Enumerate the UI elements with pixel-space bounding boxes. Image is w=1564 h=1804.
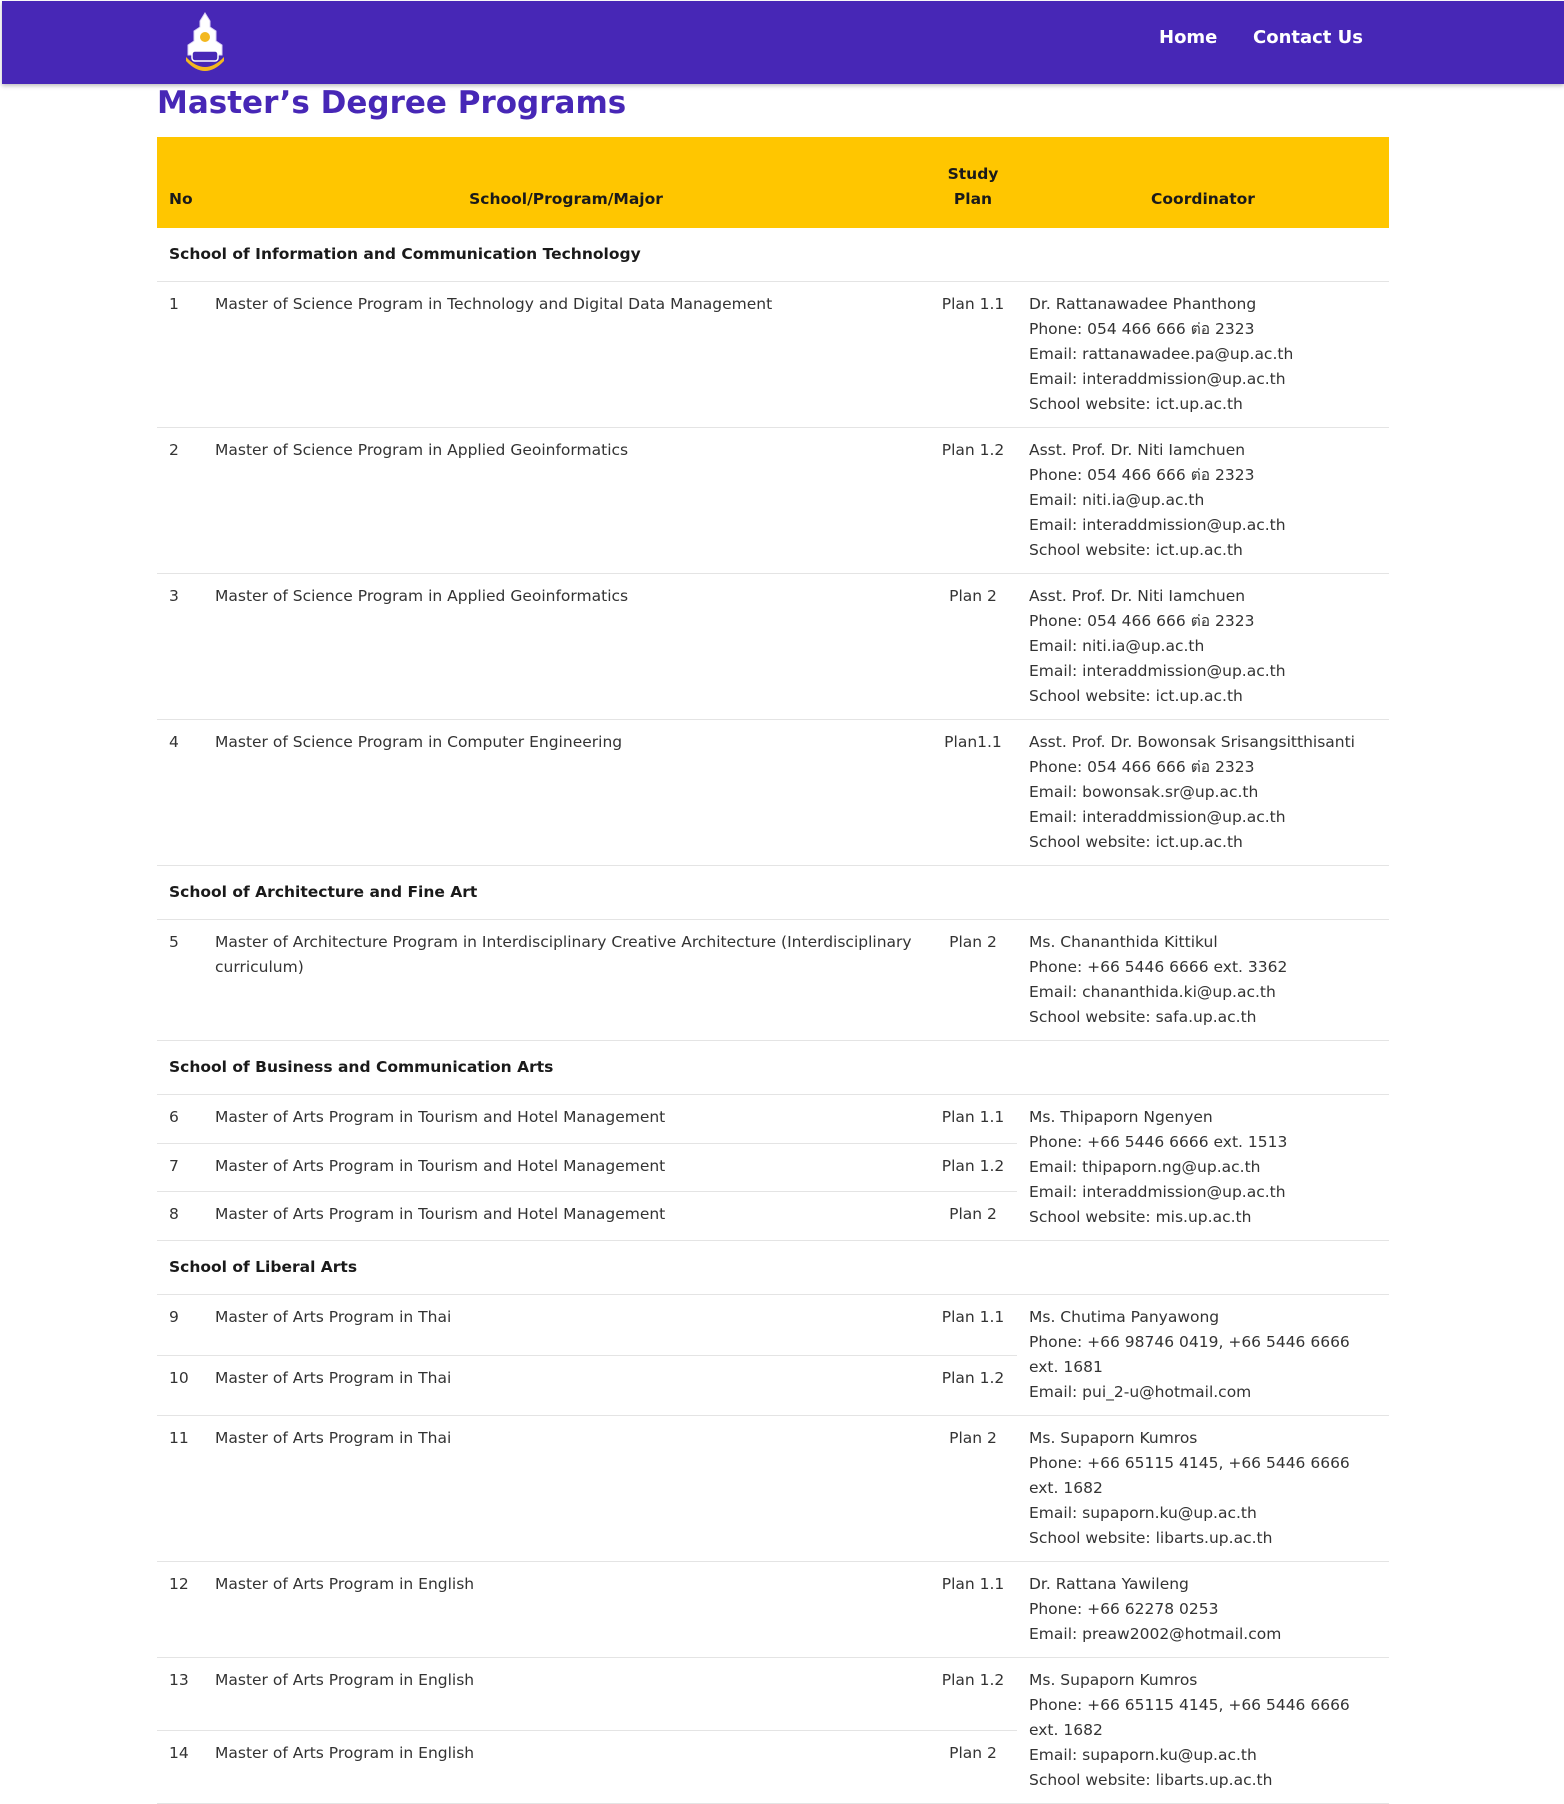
coordinator-cell: [1017, 1295, 1389, 1416]
coordinator-email: Email: interaddmission@up.ac.th: [1029, 808, 1286, 826]
coordinator-email: Email: supaporn.ku@up.ac.th: [1029, 1746, 1257, 1764]
study-plan: Plan 1.2: [929, 428, 1017, 574]
program-name: Master of Arts Program in English: [203, 1731, 929, 1804]
study-plan: Plan 2: [929, 1731, 1017, 1804]
row-number: 12: [157, 1562, 203, 1658]
table-row: [157, 574, 1389, 720]
coordinator-phone: Phone: +66 65115 4145, +66 5446 6666: [1029, 1696, 1350, 1714]
coordinator-name: Ms. Supaporn Kumros: [1029, 1671, 1198, 1689]
nav-contact-us-link[interactable]: Contact Us: [1253, 27, 1364, 48]
coordinator-cell: [1017, 1416, 1389, 1562]
coordinator-cell: [1017, 720, 1389, 866]
row-number: 9: [157, 1295, 203, 1356]
table-row: [157, 282, 1389, 428]
coordinator-cell: [1017, 1562, 1389, 1658]
school-row: [157, 228, 1389, 282]
coordinator-cell: [1017, 920, 1389, 1041]
row-number: 1: [157, 282, 203, 428]
study-plan: Plan 1.2: [929, 1658, 1017, 1731]
study-plan-header-line: Study: [947, 165, 999, 183]
program-name: Master of Arts Program in English: [203, 1562, 929, 1658]
coordinator-name: Dr. Rattana Yawileng: [1029, 1575, 1189, 1593]
coordinator-website: School website: safa.up.ac.th: [1029, 1008, 1257, 1026]
column-header-study-plan: [929, 137, 1017, 228]
coordinator-name: Asst. Prof. Dr. Niti Iamchuen: [1029, 441, 1246, 459]
study-plan-header-line: Plan: [953, 190, 993, 208]
program-name: Master of Science Program in Computer Engineering: [203, 720, 929, 866]
table-row: [157, 1295, 1389, 1356]
coordinator-cell: [1017, 1658, 1389, 1804]
row-number: 14: [157, 1731, 203, 1804]
row-number: 3: [157, 574, 203, 720]
row-number: 13: [157, 1658, 203, 1731]
program-name: Master of Science Program in Applied Geoinformatics: [203, 574, 929, 720]
study-plan: Plan 2: [929, 1192, 1017, 1241]
coordinator-email: Email: niti.ia@up.ac.th: [1029, 637, 1205, 655]
coordinator-phone: Phone: 054 466 666 ต่อ 2323: [1029, 320, 1255, 338]
row-number: 11: [157, 1416, 203, 1562]
table-row: [157, 1562, 1389, 1658]
program-name: Master of Science Program in Applied Geoinformatics: [203, 428, 929, 574]
coordinator-email: Email: niti.ia@up.ac.th: [1029, 491, 1205, 509]
coordinator-phone: Phone: 054 466 666 ต่อ 2323: [1029, 466, 1255, 484]
table-row: [157, 1658, 1389, 1731]
coordinator-name: Dr. Rattanawadee Phanthong: [1029, 295, 1257, 313]
coordinator-email: Email: pui_2-u@hotmail.com: [1029, 1383, 1252, 1401]
study-plan: Plan 2: [929, 1416, 1017, 1562]
coordinator-name: Ms. Chananthida Kittikul: [1029, 933, 1218, 951]
coordinator-email: Email: interaddmission@up.ac.th: [1029, 1183, 1286, 1201]
column-header-no: No: [157, 137, 203, 228]
row-number: 4: [157, 720, 203, 866]
school-name: School of Information and Communication Technology: [157, 228, 1389, 282]
school-name: School of Architecture and Fine Art: [157, 866, 1389, 920]
coordinator-email: Email: supaporn.ku@up.ac.th: [1029, 1504, 1257, 1522]
coordinator-phone: Phone: 054 466 666 ต่อ 2323: [1029, 612, 1255, 630]
study-plan: Plan 1.2: [929, 1143, 1017, 1192]
coordinator-email: Email: rattanawadee.pa@up.ac.th: [1029, 345, 1294, 363]
coordinator-phone: Phone: +66 5446 6666 ext. 3362: [1029, 958, 1288, 976]
coordinator-email: Email: preaw2002@hotmail.com: [1029, 1625, 1282, 1643]
coordinator-website: School website: ict.up.ac.th: [1029, 687, 1243, 705]
coordinator-phone: Phone: +66 62278 0253: [1029, 1600, 1219, 1618]
column-header-coordinator: Coordinator: [1017, 137, 1389, 228]
coordinator-email: Email: bowonsak.sr@up.ac.th: [1029, 783, 1259, 801]
school-name: School of Business and Communication Arts: [157, 1041, 1389, 1095]
coordinator-phone-ext: ext. 1681: [1029, 1358, 1103, 1376]
row-number: 7: [157, 1143, 203, 1192]
programs-table: [157, 137, 1389, 1804]
coordinator-website: School website: mis.up.ac.th: [1029, 1208, 1252, 1226]
coordinator-phone: Phone: +66 65115 4145, +66 5446 6666: [1029, 1454, 1350, 1472]
row-number: 10: [157, 1355, 203, 1416]
school-row: [157, 866, 1389, 920]
study-plan: Plan 1.1: [929, 1562, 1017, 1658]
coordinator-email: Email: thipaporn.ng@up.ac.th: [1029, 1158, 1261, 1176]
row-number: 8: [157, 1192, 203, 1241]
coordinator-email: Email: interaddmission@up.ac.th: [1029, 662, 1286, 680]
study-plan: Plan 1.1: [929, 1295, 1017, 1356]
school-row: [157, 1041, 1389, 1095]
coordinator-website: School website: ict.up.ac.th: [1029, 395, 1243, 413]
university-crest-icon[interactable]: [180, 11, 230, 75]
table-row: [157, 1416, 1389, 1562]
coordinator-cell: [1017, 428, 1389, 574]
column-header-program: School/Program/Major: [203, 137, 929, 228]
nav-home-link[interactable]: Home: [1159, 27, 1218, 48]
coordinator-website: School website: libarts.up.ac.th: [1029, 1529, 1273, 1547]
study-plan: Plan 1.1: [929, 1095, 1017, 1144]
program-name: Master of Science Program in Technology and Digital Data Management: [203, 282, 929, 428]
program-name: Master of Arts Program in English: [203, 1658, 929, 1731]
program-name: Master of Arts Program in Tourism and Hotel Management: [203, 1095, 929, 1144]
coordinator-name: Asst. Prof. Dr. Niti Iamchuen: [1029, 587, 1246, 605]
table-row: [157, 720, 1389, 866]
program-name: Master of Arts Program in Thai: [203, 1416, 929, 1562]
program-name: Master of Arts Program in Thai: [203, 1355, 929, 1416]
row-number: 5: [157, 920, 203, 1041]
study-plan: Plan 2: [929, 574, 1017, 720]
study-plan: Plan 1.2: [929, 1355, 1017, 1416]
coordinator-phone: Phone: +66 5446 6666 ext. 1513: [1029, 1133, 1288, 1151]
coordinator-phone-ext: ext. 1682: [1029, 1721, 1103, 1739]
coordinator-phone: Phone: 054 466 666 ต่อ 2323: [1029, 758, 1255, 776]
page-title: Master’s Degree Programs: [157, 85, 627, 121]
coordinator-name: Ms. Chutima Panyawong: [1029, 1308, 1220, 1326]
study-plan: Plan 1.1: [929, 282, 1017, 428]
coordinator-email: Email: interaddmission@up.ac.th: [1029, 370, 1286, 388]
school-row: [157, 1241, 1389, 1295]
program-name: Master of Arts Program in Thai: [203, 1295, 929, 1356]
school-name: School of Liberal Arts: [157, 1241, 1389, 1295]
study-plan: Plan1.1: [929, 720, 1017, 866]
coordinator-website: School website: libarts.up.ac.th: [1029, 1771, 1273, 1789]
program-name: Master of Arts Program in Tourism and Hotel Management: [203, 1192, 929, 1241]
coordinator-email: Email: interaddmission@up.ac.th: [1029, 516, 1286, 534]
program-name: Master of Arts Program in Tourism and Hotel Management: [203, 1143, 929, 1192]
row-number: 2: [157, 428, 203, 574]
row-number: 6: [157, 1095, 203, 1144]
table-header-row: [157, 137, 1389, 228]
study-plan: Plan 2: [929, 920, 1017, 1041]
coordinator-name: Asst. Prof. Dr. Bowonsak Srisangsitthisanti: [1029, 733, 1355, 751]
coordinator-phone: Phone: +66 98746 0419, +66 5446 6666: [1029, 1333, 1350, 1351]
coordinator-cell: [1017, 1095, 1389, 1241]
coordinator-cell: [1017, 282, 1389, 428]
program-name: Master of Architecture Program in Interdisciplinary Creative Architecture (Interdisciplinary curriculum): [203, 920, 929, 1041]
table-row: [157, 1095, 1389, 1144]
coordinator-email: Email: chananthida.ki@up.ac.th: [1029, 983, 1276, 1001]
table-row: [157, 428, 1389, 574]
coordinator-name: Ms. Thipaporn Ngenyen: [1029, 1108, 1213, 1126]
table-row: [157, 920, 1389, 1041]
coordinator-name: Ms. Supaporn Kumros: [1029, 1429, 1198, 1447]
top-navigation-bar: [2, 1, 1564, 84]
coordinator-phone-ext: ext. 1682: [1029, 1479, 1103, 1497]
coordinator-website: School website: ict.up.ac.th: [1029, 541, 1243, 559]
coordinator-website: School website: ict.up.ac.th: [1029, 833, 1243, 851]
coordinator-cell: [1017, 574, 1389, 720]
